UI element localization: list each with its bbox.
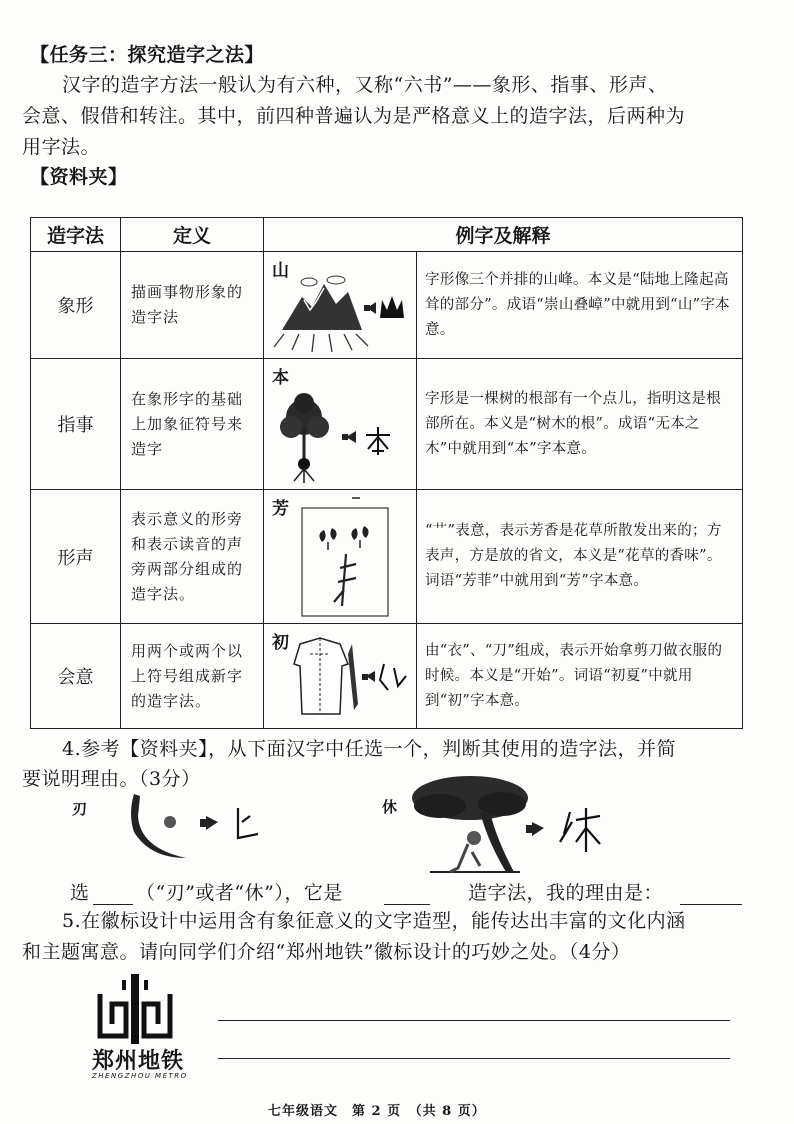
answer-blank-method[interactable] xyxy=(384,904,430,905)
q5-line-1: 5.在徽标设计中运用含有象征意义的文字造型，能传达出丰富的文化内涵 xyxy=(62,910,686,932)
answer-line[interactable] xyxy=(218,1058,730,1059)
q4-answer-prefix: 选 xyxy=(70,882,90,904)
folder-title: 【资料夹】 xyxy=(30,166,128,188)
q4-char-a: 刃 xyxy=(72,800,88,818)
table-row xyxy=(31,359,743,490)
ancient-char-icon xyxy=(560,808,600,852)
method-cell: 象形 xyxy=(31,252,121,359)
method-cell: 形声 xyxy=(31,490,121,624)
method-cell: 会意 xyxy=(31,624,121,729)
example-picture-cell xyxy=(264,624,417,729)
q5-line-2: 和主题寓意。请向同学们介绍“郑州地铁”徽标设计的巧妙之处。（4分） xyxy=(22,941,631,963)
ancient-char-icon xyxy=(380,664,406,690)
q4-answer-mid: （“刃”或者“休”），它是 xyxy=(136,882,343,904)
q4-char-b: 休 xyxy=(382,798,398,816)
answer-blank-reason[interactable] xyxy=(680,904,742,905)
mountain-illustration xyxy=(264,252,416,359)
reference-table xyxy=(30,217,743,729)
rest-tree-illustration xyxy=(410,772,630,882)
definition-cell: 表示意义的形旁和表示读音的声旁两部分组成的造字法。 xyxy=(121,490,264,624)
arrow-icon xyxy=(364,302,376,314)
ancient-char-icon xyxy=(366,427,390,455)
method-cell: 指事 xyxy=(31,359,121,490)
definition-cell: 在象形字的基础上加象征符号来造字 xyxy=(121,359,264,490)
page-footer: 七年级语文 第 2 页 （共 8 页） xyxy=(268,1104,486,1119)
arrow-icon xyxy=(200,816,218,830)
logo-cn-text: 郑州地铁 xyxy=(92,1049,185,1074)
intro-line-3: 用字法。 xyxy=(22,136,101,158)
example-char: 芳 xyxy=(272,499,289,519)
ancient-char-icon xyxy=(380,296,404,318)
arrow-icon xyxy=(362,671,375,682)
ancient-char-icon xyxy=(238,808,258,838)
header-method: 造字法 xyxy=(31,218,121,252)
explanation-cell: 由“衣”、“刀”组成，表示开始拿剪刀做衣服的时候。本义是“开始”。词语“初夏”中就用到“初”字本意。 xyxy=(417,624,743,729)
table-row xyxy=(31,624,743,729)
example-picture-cell xyxy=(264,359,417,490)
blade-illustration xyxy=(120,786,290,866)
logo-en-text: ZHENGZHOU METRO xyxy=(92,1072,188,1080)
arrow-icon xyxy=(342,431,356,443)
arrow-icon xyxy=(526,822,544,836)
explanation-cell: “艹”表意，表示芳香是花草所散发出来的；方表声，方是放的省文，本义是“花草的香味”。词语“芳菲”中就用到“芳”字本意。 xyxy=(417,490,743,624)
explanation-cell: 字形像三个并排的山峰。本义是“陆地上隆起高耸的部分”。成语“崇山叠嶂”中就用到“山”字本意。 xyxy=(417,252,743,359)
table-row xyxy=(31,490,743,624)
example-picture-cell xyxy=(264,490,417,624)
example-picture-cell xyxy=(264,252,417,359)
fragrance-illustration xyxy=(264,490,416,624)
definition-cell: 描画事物形象的造字法 xyxy=(121,252,264,359)
zhengzhou-metro-logo xyxy=(92,974,178,1044)
answer-line[interactable] xyxy=(218,1020,730,1021)
tree-root-illustration xyxy=(264,359,416,490)
explanation-cell: 字形是一棵树的根部有一个点儿，指明这是根部所在。本义是“树木的根”。成语“无本之木”中就用到“本”字本意。 xyxy=(417,359,743,490)
intro-line-2: 会意、假借和转注。其中，前四种普遍认为是严格意义上的造字法，后两种为 xyxy=(22,105,686,127)
q4-answer-suffix: 造字法，我的理由是： xyxy=(468,882,664,904)
q4-line-1: 4.参考【资料夹】，从下面汉字中任选一个，判断其使用的造字法，并简 xyxy=(62,738,677,760)
header-definition: 定义 xyxy=(121,218,264,252)
table-header-row xyxy=(31,218,743,252)
example-char: 初 xyxy=(272,633,289,653)
clothes-knife-illustration xyxy=(264,624,416,729)
example-char: 山 xyxy=(272,261,289,281)
header-example: 例字及解释 xyxy=(264,218,743,252)
task-title: 【任务三：探究造字之法】 xyxy=(30,44,265,66)
intro-line-1: 汉字的造字方法一般认为有六种，又称“六书”——象形、指事、形声、 xyxy=(62,74,668,96)
q4-line-2: 要说明理由。（3分） xyxy=(22,768,201,790)
definition-cell: 用两个或两个以上符号组成新字的造字法。 xyxy=(121,624,264,729)
example-char: 本 xyxy=(272,368,289,388)
answer-blank-char[interactable] xyxy=(93,904,133,905)
table-row xyxy=(31,252,743,359)
